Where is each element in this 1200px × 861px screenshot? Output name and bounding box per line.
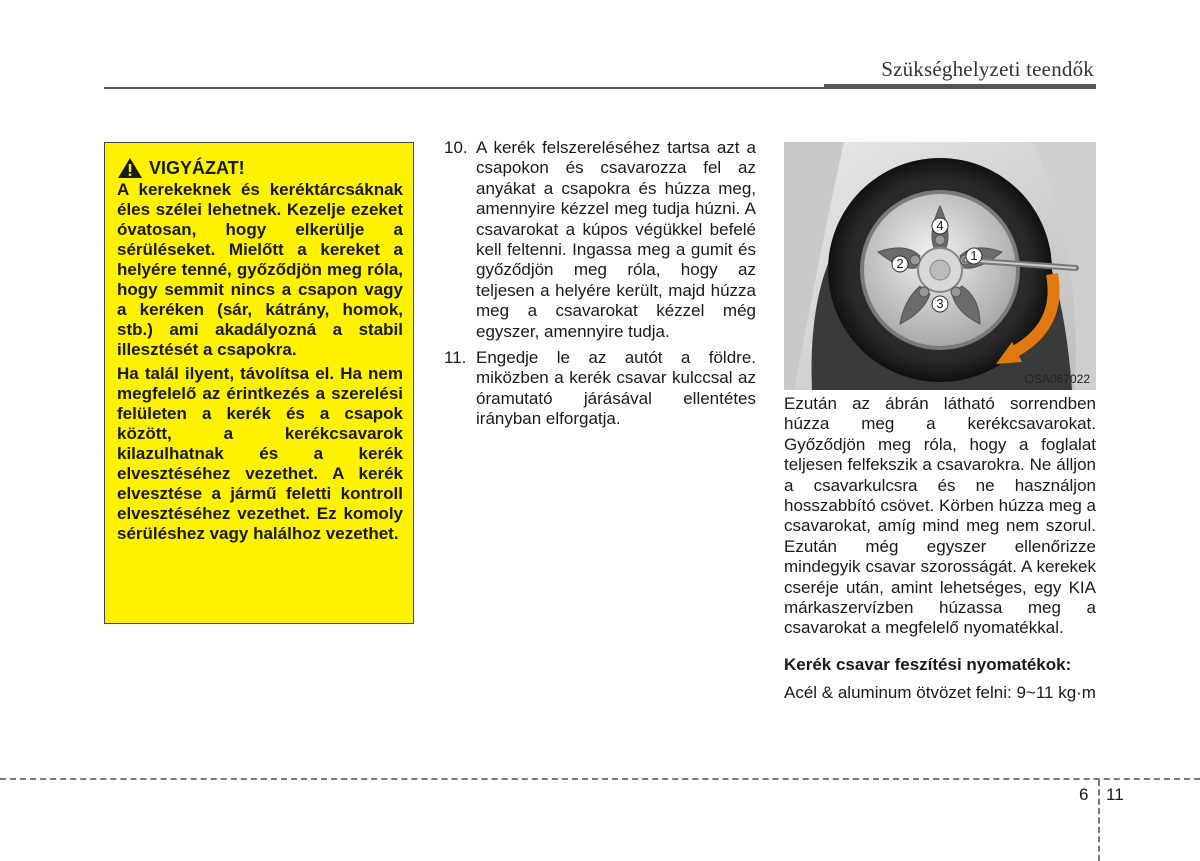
body-paragraph: Ezután az ábrán látható sorrendben húzza meg a kerékcsavarokat. Győződjön meg róla, hogy a foglalat teljesen felfekszik a csavarokra. Ne álljon a csavarkulcsra és ne használjon hosszabbító csövet. Körben húzza meg a csavarokat, amíg mind meg nem szorul. Ezután még egyszer ellenőrizze mindegyik csavar szorosságát. A kerekek cseréje után, amint lehetséges, egy KIA márkaszervízben húzassa meg a csavarokat a megfelelő nyomatékkal. xyxy=(784,394,1096,638)
torque-value: Acél & aluminum ötvözet felni: 9~11 kg·m xyxy=(784,683,1096,703)
step-item xyxy=(444,348,756,430)
step-text: Engedje le az autót a földre. miközben a kerék csavar kulccsal az óramutató járásával ellentétes irányban elforgatja. xyxy=(476,348,756,429)
wheel-drawing xyxy=(784,142,1096,390)
step-number: 11. xyxy=(444,348,467,368)
header-rule-accent xyxy=(824,84,1096,89)
wheel-bolt-label: 4 xyxy=(936,218,944,233)
warning-title-row xyxy=(117,157,403,179)
footer-rule xyxy=(0,778,1200,780)
step-number: 10. xyxy=(444,138,468,157)
step-item xyxy=(444,138,756,342)
warning-box xyxy=(104,142,414,624)
section-number: 6 xyxy=(1079,785,1089,804)
warning-paragraph: A kerekeknek és keréktárcsáknak éles szélei lehetnek. Kezelje ezeket óvatosan, hogy elkerülje a sérüléseket. Mielőtt a kereket a helyére tenné, győződjön meg róla, hogy semmit nincs a csapon vagy a keréken (sár, kátrány, homok, stb.) ami akadályozná a stabil illesztését a csapokra. xyxy=(117,180,403,359)
wheel-bolt-label: 2 xyxy=(896,256,904,271)
step-text: A kerék felszereléséhez tartsa azt a csapokon és csavarozza fel az anyákat a csapokra és húzza meg, amennyire kézzel meg tudja húzni. A csavarokat a kúpos végükkel befelé kell feltenni. Ingassa meg a gumit és győződjön meg róla, hogy az teljesen a helyére került, majd húzza meg a csavarokat kézzel még egyszer, amennyire tudja. xyxy=(476,138,756,341)
figure-caption: OSA067022 xyxy=(1024,372,1090,386)
warning-title: VIGYÁZAT! xyxy=(149,158,245,178)
wheel-bolt-label: 1 xyxy=(970,248,978,263)
page-number: 11 xyxy=(1106,785,1124,804)
torque-heading: Kerék csavar feszítési nyomatékok: xyxy=(784,654,1072,674)
page-header-title: Szükséghelyzeti teendők xyxy=(881,57,1094,81)
warning-paragraph: Ha talál ilyent, távolítsa el. Ha nem megfelelő az érintkezés a szerelési felületen a kerék és a csapok között, a kerékcsavarok kilazulhatnak és a kerék elvesztéséhez vezethet. A kerék elvesztése a jármű feletti kontroll elvesztéséhez vezethet. Ez komoly sérüléshez vagy halálhoz vezethet. xyxy=(117,364,403,543)
right-column-text xyxy=(784,394,1096,704)
warning-triangle-icon xyxy=(117,157,143,179)
page-number-divider xyxy=(1098,780,1100,861)
instruction-steps xyxy=(444,138,756,436)
wheel-illustration xyxy=(784,142,1096,390)
wheel-bolt-label: 3 xyxy=(936,296,944,311)
